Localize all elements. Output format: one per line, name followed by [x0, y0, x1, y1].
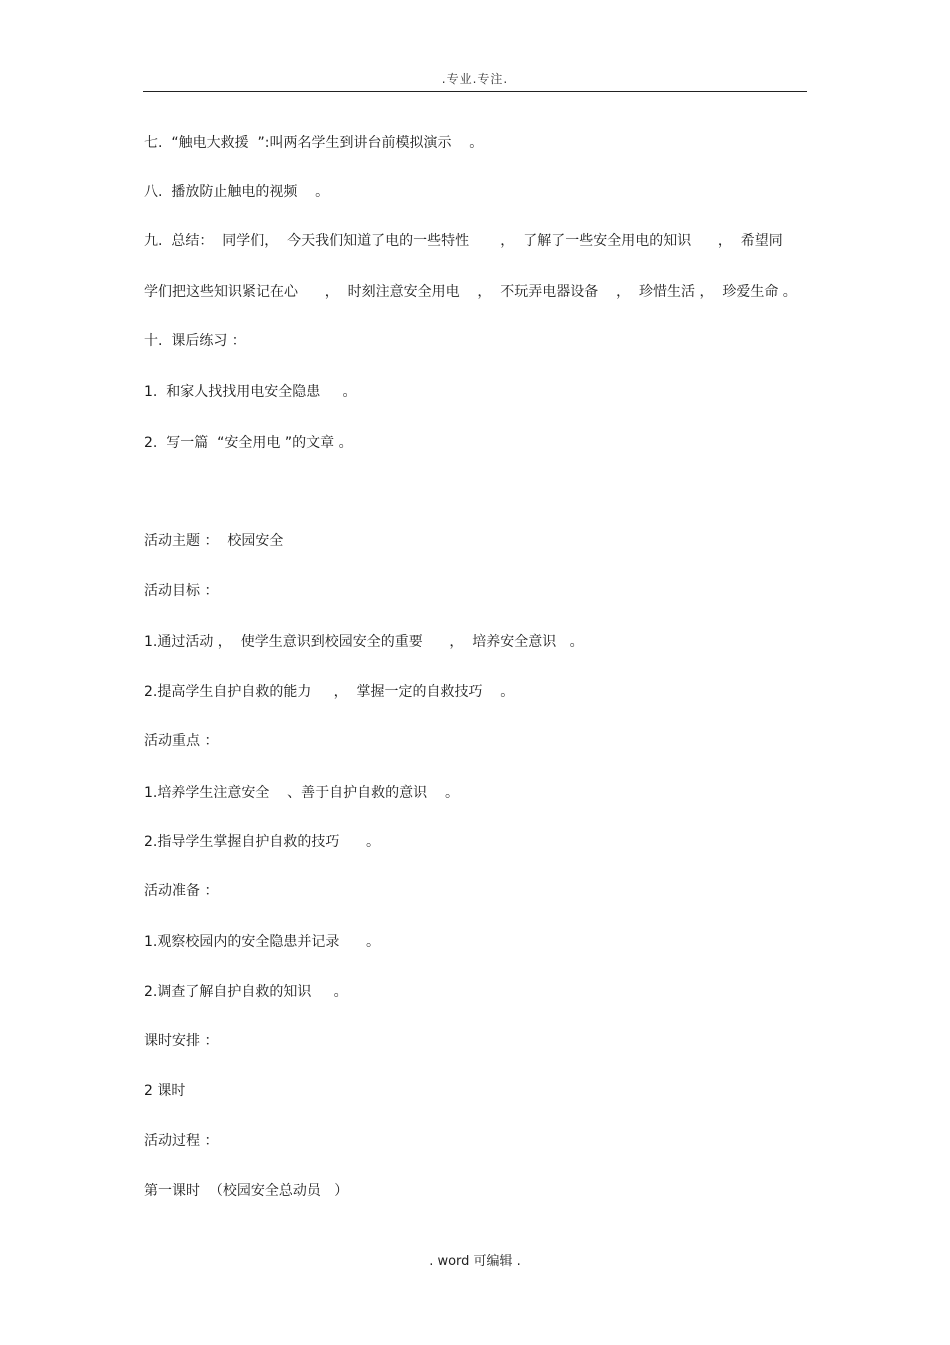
text-line: 2.调查了解自护自救的知识 。 [144, 984, 348, 1000]
text-line: 1.培养学生注意安全 、善于自护自救的意识 。 [144, 785, 459, 801]
text-line: 2. 写一篇 “安全用电 ”的文章 。 [144, 435, 353, 451]
text-line: 八. 播放防止触电的视频 。 [144, 184, 330, 200]
section-heading: 活动过程 ： [144, 1133, 219, 1149]
text-line: 2 课时 [144, 1083, 186, 1099]
section-heading: 活动重点 ： [144, 733, 219, 749]
text-line: 十. 课后练习 ： [144, 333, 246, 349]
page-header: .专业.专注. [441, 72, 509, 86]
text-line: 2.指导学生掌握自护自救的技巧 。 [144, 834, 381, 850]
section-heading: 活动准备 ： [144, 883, 219, 899]
text-line: 1.观察校园内的安全隐患并记录 。 [144, 934, 381, 950]
text-line: 七. “触电大救援 ”:叫两名学生到讲台前模拟演示 。 [144, 135, 484, 151]
section-heading: 活动目标 ： [144, 583, 219, 599]
page-footer: . word 可编辑 . [429, 1254, 521, 1269]
header-divider [143, 91, 807, 92]
text-line: 1. 和家人找找用电安全隐患 。 [144, 384, 357, 400]
text-line: 2.提高学生自护自救的能力 ， 掌握一定的自救技巧 。 [144, 684, 515, 700]
text-line: 第一课时 （校园安全总动员 ） [144, 1183, 349, 1199]
section-heading: 课时安排 ： [144, 1033, 219, 1049]
text-line: 九. 总结： 同学们， 今天我们知道了电的一些特性 ， 了解了一些安全用电的知识 ， 希望同 [144, 233, 783, 249]
text-line: 1.通过活动 ， 使学生意识到校园安全的重要 ， 培养安全意识 。 [144, 634, 584, 650]
text-line: 学们把这些知识紧记在心 ， 时刻注意安全用电 ， 不玩弄电器设备 ， 珍惜生活 ， 珍爱生命 。 [144, 284, 797, 300]
section-heading: 活动主题 ： 校园安全 [144, 533, 284, 549]
